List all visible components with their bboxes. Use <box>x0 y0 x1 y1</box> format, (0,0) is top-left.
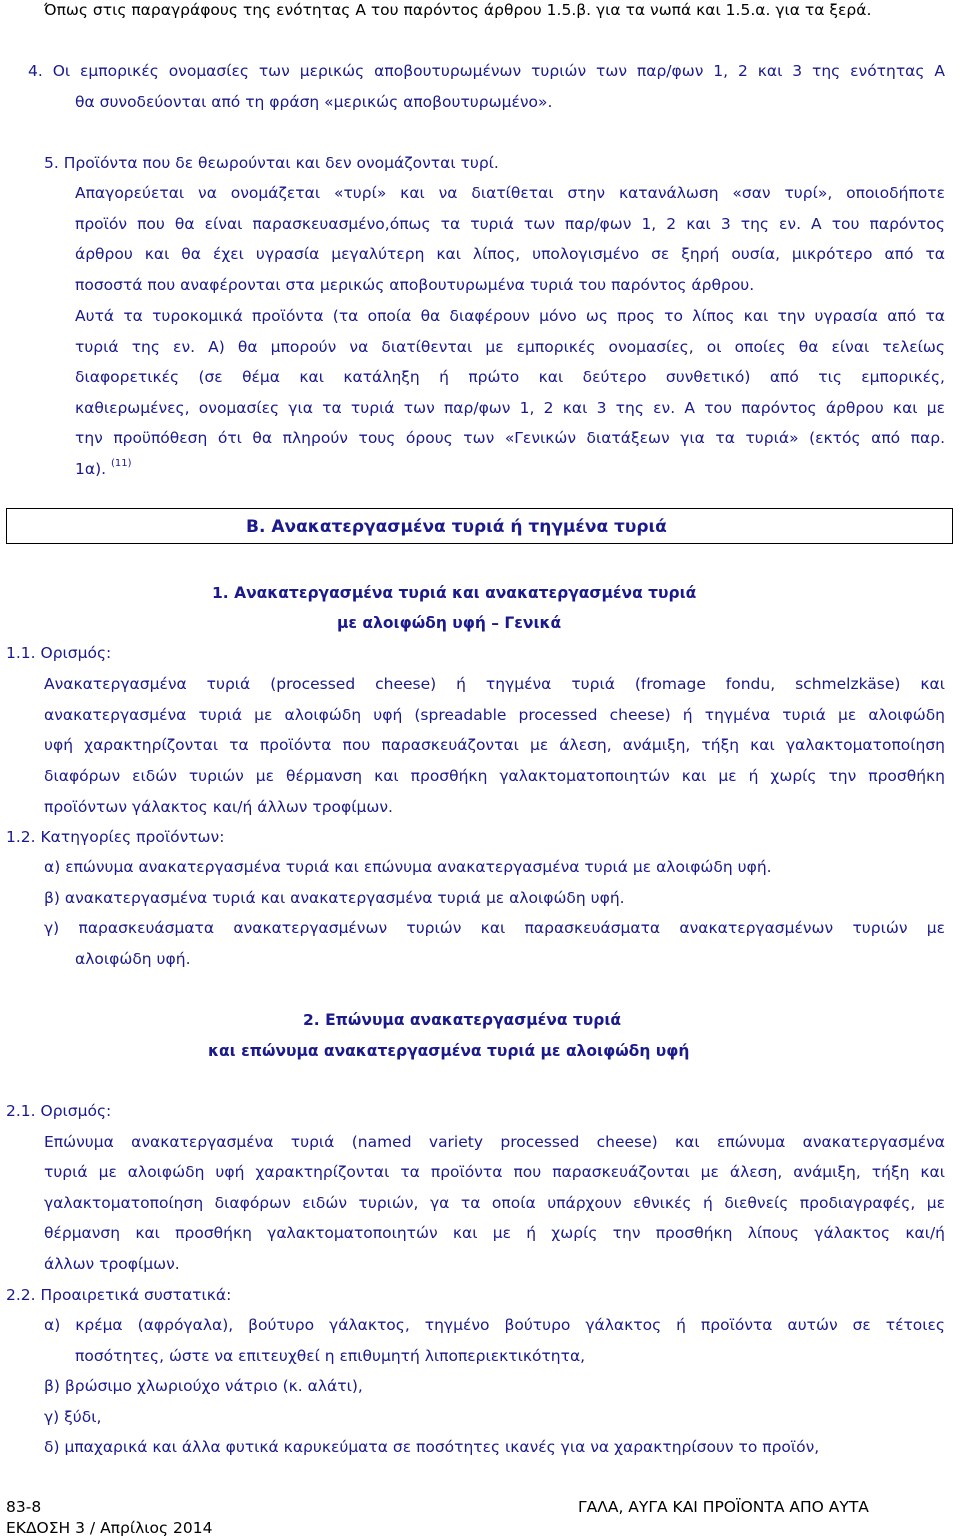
sub1-def-line-4: διαφόρων ειδών τυριών με θέρμανση και προσθήκη γαλακτοματοποιητών και με ή χωρίς την προσθήκη <box>44 767 945 785</box>
sub1-cat-label: 1.2. Κατηγορίες προϊόντων: <box>6 828 225 846</box>
sub2-opt-line-4: γ) ξύδι, <box>44 1408 102 1426</box>
sub2-def-line-2: τυριά με αλοιφώδη υφή χαρακτηρίζονται τα προϊόντα που παρασκευάζονται με άλεση, ανάμιξη, τήξη και <box>44 1163 945 1181</box>
sub1-cat-line-4: αλοιφώδη υφή. <box>75 950 191 968</box>
intro-line: Όπως στις παραγράφους της ενότητας Α του παρόντος άρθρου 1.5.β. για τα νωπά και 1.5.α. για τα ξερά. <box>44 1 872 19</box>
sub2-title-line-1: 2. Επώνυμα ανακατεργασμένα τυριά <box>303 1011 622 1029</box>
sub1-def-line-3: υφή χαρακτηρίζονται τα προϊόντα που παρασκευάζονται με άλεση, ανάμιξη, τήξη και γαλακτοματοποίηση <box>44 736 945 754</box>
item5-line-9: την προϋπόθεση ότι θα πληρούν τους όρους των «Γενικών διατάξεων για τα τυριά» (εκτός από παρ. <box>75 429 945 447</box>
item4-line-1: 4. Οι εμπορικές ονομασίες των μερικώς αποβουτυρωμένων τυριών των παρ/φων 1, 2 και 3 της ενότητας Α <box>28 62 945 80</box>
sub1-def-line-2: ανακατεργασμένα τυριά με αλοιφώδη υφή (spreadable processed cheese) ή τηγμένα τυριά με αλοιφώδη <box>44 706 945 724</box>
footer-page-number: 83-8 <box>6 1498 42 1516</box>
sub1-cat-line-1: α) επώνυμα ανακατεργασμένα τυριά και επώνυμα ανακατεργασμένα τυριά με αλοιφώδη υφή. <box>44 858 772 876</box>
item5-last-text: 1α). <box>75 460 107 478</box>
sub1-def-label: 1.1. Ορισμός: <box>6 644 112 662</box>
item5-line-1: Απαγορεύεται να ονομάζεται «τυρί» και να διατίθεται στην κατανάλωση «σαν τυρί», οποιοδήποτε <box>75 184 945 202</box>
item5-line-2: προϊόν που θα είναι παρασκευασμένο,όπως τα τυριά των παρ/φων 1, 2 και 3 της εν. Α του παρόντος <box>75 215 945 233</box>
item5-line-8: καθιερωμένες, ονομασίες για τα τυριά των παρ/φων 1, 2 και 3 της εν. Α του παρόντος άρθρου και με <box>75 399 945 417</box>
sub2-opt-line-3: β) βρώσιμο χλωριούχο νάτριο (κ. αλάτι), <box>44 1377 363 1395</box>
footnote-ref: (11) <box>111 458 132 469</box>
sub1-title-line-1: 1. Ανακατεργασμένα τυριά και ανακατεργασμένα τυριά <box>212 584 697 602</box>
sub2-opt-line-5: δ) μπαχαρικά και άλλα φυτικά καρυκεύματα σε ποσότητες ικανές για να χαρακτηρίσουν το προϊόν, <box>44 1438 820 1456</box>
item5-line-6: τυριά της εν. Α) θα μπορούν να διατίθενται με εμπορικές ονομασίες, οι οποίες θα είναι τελείως <box>75 338 945 356</box>
item5-line-7: διαφορετικές (σε θέμα και κατάληξη ή πρώτο και δεύτερο συνθετικό) από τις εμπορικές, <box>75 368 945 386</box>
section-b-title: Β. Ανακατεργασμένα τυριά ή τηγμένα τυριά <box>246 517 667 537</box>
item5-line-5: Αυτά τα τυροκομικά προϊόντα (τα οποία θα διαφέρουν μόνο ως προς το λίπος και την υγρασία από τα <box>75 307 945 325</box>
sub2-opt-line-2: ποσότητες, ώστε να επιτευχθεί η επιθυμητή λιποπεριεκτικότητα, <box>75 1347 586 1365</box>
item5-last-line <box>75 459 132 482</box>
sub1-def-line-1: Ανακατεργασμένα τυριά (processed cheese) ή τηγμένα τυριά (fromage fondu, schmelzkäse) και <box>44 675 945 693</box>
sub2-def-label: 2.1. Ορισμός: <box>6 1102 112 1120</box>
sub2-def-line-5: άλλων τροφίμων. <box>44 1255 180 1273</box>
sub2-def-line-1: Επώνυμα ανακατεργασμένα τυριά (named variety processed cheese) και επώνυμα ανακατεργασμένα <box>44 1133 945 1151</box>
sub2-title-line-2: και επώνυμα ανακατεργασμένα τυριά με αλοιφώδη υφή <box>208 1042 690 1060</box>
item5-heading: 5. Προϊόντα που δε θεωρούνται και δεν ονομάζονται τυρί. <box>44 154 499 172</box>
sub2-opt-line-1: α) κρέμα (αφρόγαλα), βούτυρο γάλακτος, τηγμένο βούτυρο γάλακτος ή προϊόντα αυτών σε τέτοιες <box>44 1316 945 1334</box>
sub1-cat-line-3: γ) παρασκευάσματα ανακατεργασμένων τυριών και παρασκευάσματα ανακατεργασμένων τυριών με <box>44 919 945 937</box>
footer-chapter: ΓΑΛΑ, ΑΥΓΑ ΚΑΙ ΠΡΟΪΟΝΤΑ ΑΠΟ ΑΥΤΑ <box>578 1498 869 1516</box>
sub2-opt-label: 2.2. Προαιρετικά συστατικά: <box>6 1286 232 1304</box>
sub2-def-line-4: θέρμανση και προσθήκη γαλακτοματοποιητών και με ή χωρίς την προσθήκη λίπους γάλακτος και/ή <box>44 1224 945 1242</box>
sub2-def-line-3: γαλακτοματοποίηση διαφόρων ειδών τυριών, γα τα οποία υπάρχουν εθνικές ή διεθνείς προδιαγραφές, με <box>44 1194 945 1212</box>
sub1-cat-line-2: β) ανακατεργασμένα τυριά και ανακατεργασμένα τυριά με αλοιφώδη υφή. <box>44 889 625 907</box>
item4-line-2: θα συνοδεύονται από τη φράση «μερικώς αποβουτυρωμένο». <box>75 93 553 111</box>
sub1-title-line-2: με αλοιφώδη υφή – Γενικά <box>337 614 562 632</box>
item5-line-4: ποσοστά που αναφέρονται στα μερικώς αποβουτυρωμένα τυριά του παρόντος άρθρου. <box>75 276 755 294</box>
footer-edition: ΕΚΔΟΣΗ 3 / Απρίλιος 2014 <box>6 1519 213 1537</box>
item5-line-3: άρθρου και θα έχει υγρασία μεγαλύτερη και λίπος, υπολογισμένο σε ξηρή ουσία, μικρότερο από τα <box>75 245 945 263</box>
sub1-def-line-5: προϊόντων γάλακτος και/ή άλλων τροφίμων. <box>44 798 393 816</box>
